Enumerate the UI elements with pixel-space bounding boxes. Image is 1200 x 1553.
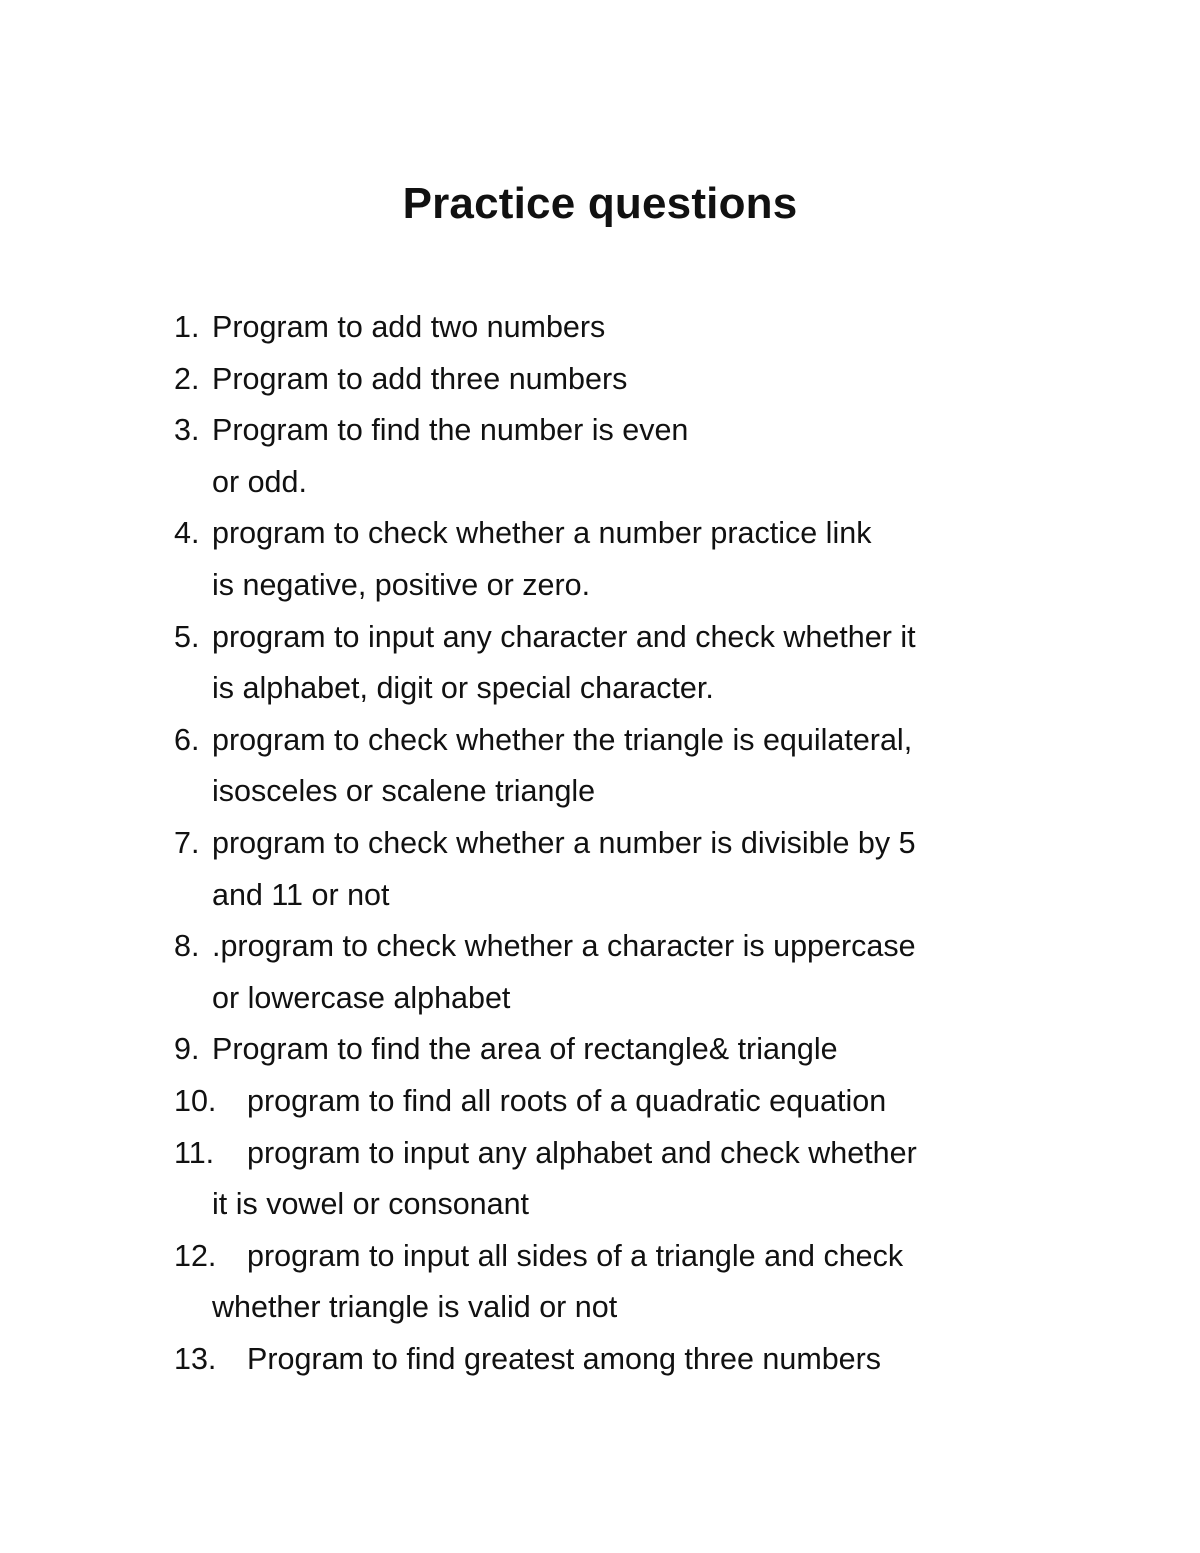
question-text <box>212 818 1114 921</box>
question-item <box>174 508 1114 611</box>
question-line: program to check whether the triangle is equilateral, <box>212 722 913 757</box>
question-text <box>247 1076 1114 1128</box>
question-continuation <box>174 1179 1114 1231</box>
question-line: program to find all roots of a quadratic equation <box>247 1083 887 1118</box>
question-line-continued: it is vowel or consonant <box>212 1187 530 1222</box>
question-line: Program to add two numbers <box>212 310 606 344</box>
question-item <box>174 405 1114 508</box>
question-number: 8. <box>174 929 200 964</box>
question-number: 2. <box>174 361 200 396</box>
question-item <box>174 1076 1114 1128</box>
question-number: 6. <box>174 722 200 757</box>
question-item <box>174 921 1114 1024</box>
question-item <box>174 1128 1114 1180</box>
question-line: Program to find greatest among three numbers <box>247 1341 882 1376</box>
question-text <box>212 715 1114 818</box>
question-line: Program to find the area of rectangle& triangle <box>212 1032 838 1067</box>
question-line-continued: is alphabet, digit or special character. <box>212 671 714 706</box>
question-number: 11. <box>174 1135 215 1170</box>
question-text <box>212 354 1114 406</box>
question-line: .program to check whether a character is uppercase <box>212 929 916 964</box>
question-text <box>212 921 1114 1024</box>
question-list <box>174 302 1114 1385</box>
question-number: 1. <box>174 310 200 344</box>
question-item <box>174 1024 1114 1076</box>
question-item <box>174 354 1114 406</box>
question-line-continued: is negative, positive or zero. <box>212 567 591 602</box>
question-line: program to input all sides of a triangle and check <box>247 1238 904 1273</box>
question-item <box>174 612 1114 715</box>
question-text <box>212 612 1114 715</box>
question-number: 9. <box>174 1032 200 1067</box>
question-number: 13. <box>174 1341 217 1376</box>
question-continuation <box>174 1282 1114 1334</box>
question-line-continued: isosceles or scalene triangle <box>212 774 596 809</box>
question-line-continued: or lowercase alphabet <box>212 980 511 1015</box>
question-line-continued: or odd. <box>212 464 307 499</box>
question-line: Program to find the number is even <box>212 413 689 448</box>
question-number: 12. <box>174 1238 217 1273</box>
question-item <box>174 715 1114 818</box>
question-line: program to input any alphabet and check whether <box>247 1135 917 1170</box>
question-number: 7. <box>174 825 200 860</box>
question-number: 5. <box>174 619 200 654</box>
question-text <box>212 405 1114 508</box>
question-line: program to input any character and check whether it <box>212 619 916 654</box>
question-line: program to check whether a number practice link <box>212 516 872 551</box>
question-line-continued: whether triangle is valid or not <box>212 1290 618 1325</box>
question-text <box>247 1128 1114 1180</box>
question-item <box>174 1334 1114 1386</box>
question-text <box>212 302 1114 354</box>
question-line: Program to add three numbers <box>212 361 628 396</box>
question-line: program to check whether a number is divisible by 5 <box>212 825 916 860</box>
question-number: 4. <box>174 516 200 551</box>
question-text <box>247 1334 1114 1386</box>
question-number: 10. <box>174 1083 217 1118</box>
question-item <box>174 1231 1114 1283</box>
question-text <box>247 1231 1114 1283</box>
question-text <box>212 1024 1114 1076</box>
question-line-continued: and 11 or not <box>212 877 390 912</box>
page-title: Practice questions <box>402 179 798 229</box>
question-item <box>174 302 1114 354</box>
question-item <box>174 818 1114 921</box>
question-text <box>212 508 1114 611</box>
question-number: 3. <box>174 413 200 448</box>
